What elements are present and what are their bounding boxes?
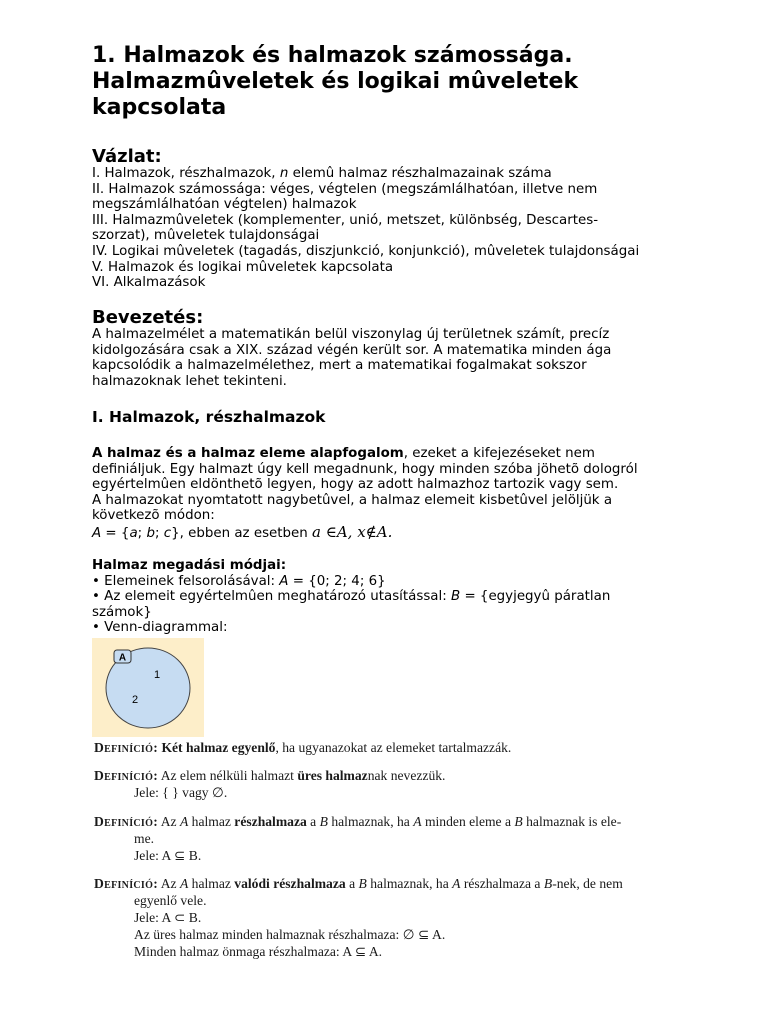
section1-heading: I. Halmazok, részhalmazok: [92, 408, 326, 426]
venn-element-2: 2: [132, 694, 139, 706]
megadas-block: [92, 558, 682, 636]
vazlat-list: [92, 166, 682, 291]
example-line: A = {a; b; c}, ebben az esetben a ∈A, x∉A.: [92, 523, 393, 541]
alapfogalom-line-2: definiáljuk. Egy halmazt úgy kell megadnunk, hogy minden szóba jöhetõ dologról: [92, 461, 638, 477]
vazlat-item-2b: megszámlálhatóan végtelen) halmazok: [92, 197, 357, 213]
bevezetes-paragraph: [92, 327, 682, 389]
vazlat-item-1: I. Halmazok, részhalmazok, n elemû halmaz részhalmazainak száma: [92, 166, 552, 181]
megadas-heading: Halmaz megadási módjai:: [92, 558, 287, 573]
venn-svg: [92, 638, 204, 737]
proper-subset-notation: Jele: A ⊂ B.: [134, 910, 202, 925]
bevezetes-line: kidolgozására csak a XIX. század végén került sor. A matematika minden ága: [92, 342, 612, 358]
venn-element-1: 1: [154, 669, 161, 681]
bevezetes-heading: Bevezetés:: [92, 307, 204, 328]
megadas-bullet-3: • Venn-diagrammal:: [92, 620, 228, 636]
definition-subset: Definíció: Az A halmaz részhalmaza a B halmaznak, ha A minden eleme a B halmaznak is ele- me. Jele: A ⊆ B.: [94, 814, 622, 863]
bevezetes-line: halmazoknak lehet tekinteni.: [92, 373, 287, 389]
self-subset-note: Minden halmaz önmaga részhalmaza: A ⊆ A.: [134, 944, 383, 959]
title-line-3: kapcsolata: [92, 95, 227, 120]
definition-empty-set: Definíció: Az elem nélküli halmazt üres halmaznak nevezzük. Jele: { } vagy ∅.: [94, 768, 446, 800]
vazlat-item-3a: III. Halmazmûveletek (komplementer, unió, metszet, különbség, Descartes-: [92, 212, 599, 228]
alapfogalom-line-1: A halmaz és a halmaz eleme alapfogalom, ezeket a kifejezéseket nem: [92, 446, 595, 461]
alapfogalom-paragraph: [92, 446, 682, 524]
vazlat-item-3b: szorzat), mûveletek tulajdonságai: [92, 228, 320, 244]
vazlat-heading: Vázlat:: [92, 146, 162, 167]
jeloles-line-1: A halmazokat nyomtatott nagybetûvel, a halmaz elemeit kisbetûvel jelöljük a: [92, 492, 613, 508]
definition-proper-subset: Definíció: Az A halmaz valódi részhalmaza a B halmaznak, ha A részhalmaza a B-nek, de nem egyenlő vele. Jele: A ⊂ B. Az üres halmaz minden halmaznak részhalmaza: ∅ ⊆ A. Minden halmaz önmaga részhalmaza: A ⊆ A.: [94, 876, 623, 959]
vazlat-item-4: IV. Logikai mûveletek (tagadás, diszjunkció, konjunkció), mûveletek tulajdonságai: [92, 243, 640, 259]
proper-subset-cont: egyenlő vele.: [134, 893, 207, 908]
megadas-bullet-2-cont: számok}: [92, 604, 152, 620]
vazlat-item-2a: II. Halmazok számossága: véges, végtelen (megszámlálhatóan, illetve nem: [92, 181, 598, 197]
title-line-1: 1. Halmazok és halmazok számossága.: [92, 43, 573, 68]
bevezetes-line: A halmazelmélet a matematikán belül viszonylag új területnek számít, precíz: [92, 327, 610, 342]
definition-equal-sets: Definíció: Két halmaz egyenlő, ha ugyanazokat az elemeket tartalmazzák.: [94, 740, 512, 755]
bevezetes-line: kapcsolódik a halmazelmélethez, mert a matematikai fogalmakat sokszor: [92, 358, 587, 374]
megadas-bullet-2: • Az elemeit egyértelmûen meghatározó utasítással: B = {egyjegyû páratlan: [92, 589, 611, 605]
page-title: [92, 43, 732, 121]
alapfogalom-line-3: egyértelmûen eldönthetõ legyen, hogy az adott halmazhoz tartozik vagy sem.: [92, 477, 619, 493]
empty-set-notation: Jele: { } vagy ∅.: [134, 785, 228, 800]
membership-formula: a ∈A, x∉A.: [312, 523, 393, 541]
subset-notation: Jele: A ⊆ B.: [134, 848, 202, 863]
title-line-2: Halmazmûveletek és logikai mûveletek: [92, 69, 579, 94]
venn-diagram: [92, 638, 204, 737]
vazlat-item-6: VI. Alkalmazások: [92, 275, 206, 291]
venn-label: A: [118, 652, 127, 664]
subset-cont: me.: [134, 831, 155, 846]
empty-set-subset-note: Az üres halmaz minden halmaznak részhalmaza: ∅ ⊆ A.: [134, 927, 446, 942]
vazlat-item-5: V. Halmazok és logikai mûveletek kapcsolata: [92, 259, 394, 275]
megadas-bullet-1: • Elemeinek felsorolásával: A = {0; 2; 4; 6}: [92, 573, 386, 589]
jeloles-line-2: következõ módon:: [92, 508, 215, 524]
